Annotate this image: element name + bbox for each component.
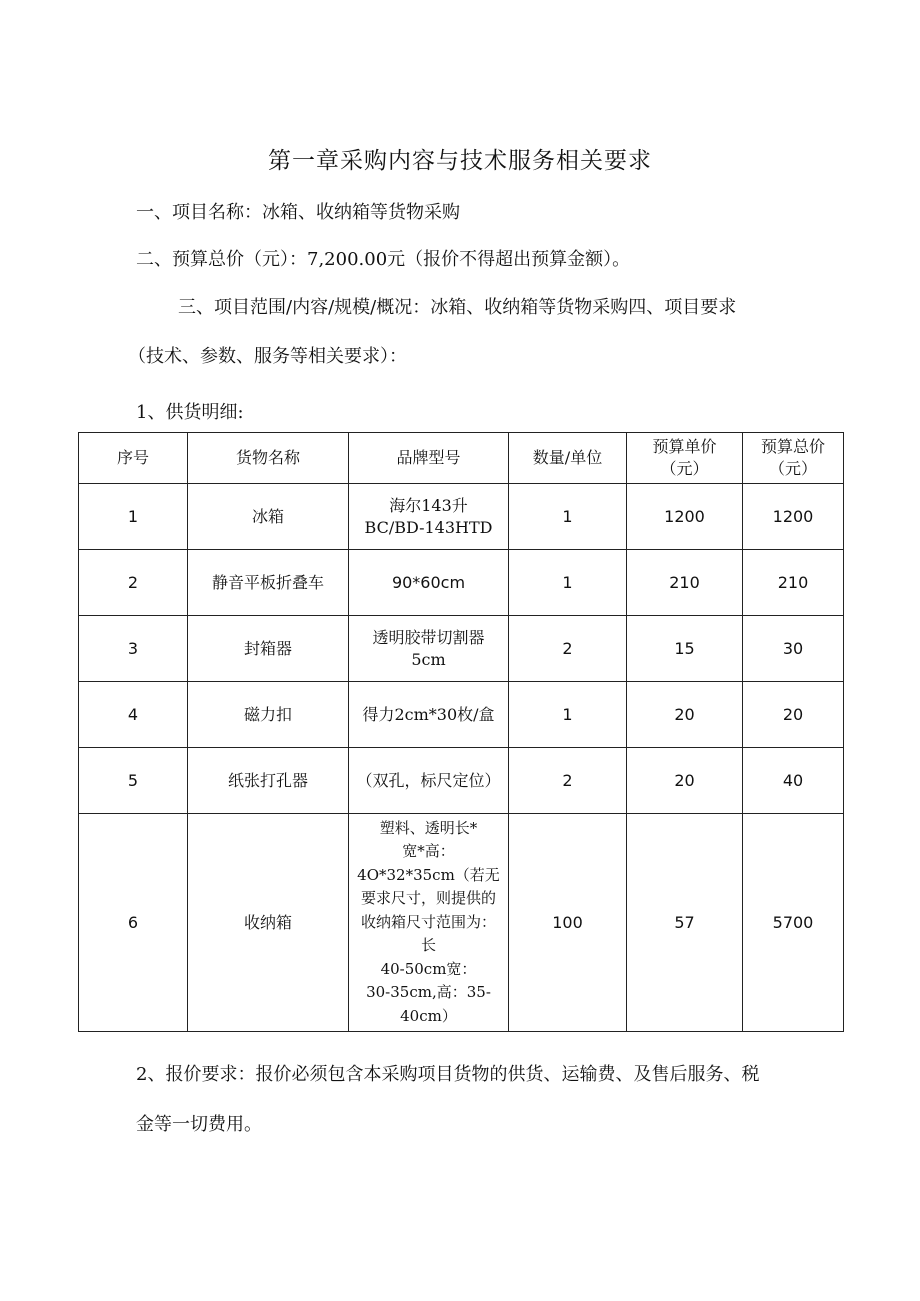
table-row [79, 682, 844, 748]
row-qty: 2 [509, 616, 627, 682]
row-unit-price: 20 [627, 682, 743, 748]
header-name: 货物名称 [188, 433, 349, 484]
table-row [79, 550, 844, 616]
header-total: 预算总价 （元） [743, 433, 844, 484]
row-no: 3 [79, 616, 188, 682]
table-row [79, 484, 844, 550]
row-total: 40 [743, 748, 844, 814]
header-unit-price: 预算单价 （元） [627, 433, 743, 484]
row-name: 冰箱 [188, 484, 349, 550]
row-qty: 2 [509, 748, 627, 814]
row-qty: 1 [509, 550, 627, 616]
table-row [79, 814, 844, 1032]
page-title: 第一章采购内容与技术服务相关要求 [268, 148, 652, 174]
row-unit-price: 1200 [627, 484, 743, 550]
scope-line-1: 三、项目范围/内容/规模/概况：冰箱、收纳箱等货物采购四、项目要求 [178, 297, 737, 318]
quote-requirement-line-2: 金等一切费用。 [136, 1114, 262, 1135]
row-name: 纸张打孔器 [188, 748, 349, 814]
row-no: 6 [79, 814, 188, 1032]
supply-table [78, 432, 844, 1032]
row-no: 2 [79, 550, 188, 616]
row-unit-price: 15 [627, 616, 743, 682]
quote-requirement-line-1: 2、报价要求：报价必须包含本采购项目货物的供货、运输费、及售后服务、税 [136, 1064, 760, 1085]
row-total: 1200 [743, 484, 844, 550]
row-name: 封箱器 [188, 616, 349, 682]
row-model: 得力2cm*30枚/盒 [349, 682, 509, 748]
row-name: 磁力扣 [188, 682, 349, 748]
row-qty: 1 [509, 682, 627, 748]
row-model: 透明胶带切割器 5cm [349, 616, 509, 682]
row-no: 4 [79, 682, 188, 748]
row-qty: 100 [509, 814, 627, 1032]
row-total: 30 [743, 616, 844, 682]
row-no: 5 [79, 748, 188, 814]
table-row [79, 748, 844, 814]
row-total: 210 [743, 550, 844, 616]
header-qty: 数量/单位 [509, 433, 627, 484]
supply-heading: 1、供货明细: [136, 402, 244, 423]
project-name-line: 一、项目名称：冰箱、收纳箱等货物采购 [136, 202, 460, 223]
row-unit-price: 57 [627, 814, 743, 1032]
row-unit-price: 210 [627, 550, 743, 616]
row-qty: 1 [509, 484, 627, 550]
budget-line: 二、预算总价（元）：7,200.00元（报价不得超出预算金额）。 [136, 249, 631, 270]
row-unit-price: 20 [627, 748, 743, 814]
table-row [79, 616, 844, 682]
row-total: 20 [743, 682, 844, 748]
scope-line-2: （技术、参数、服务等相关要求）： [128, 346, 407, 367]
row-name: 收纳箱 [188, 814, 349, 1032]
table-header-row [79, 433, 844, 484]
row-model: 塑料、透明长* 宽*高： 4O*32*35cm（若无 要求尺寸，则提供的 收纳箱尺寸范围为： 长 40-50cm宽： 30-35cm,高：35- 40cm） [349, 814, 509, 1032]
row-model: 90*60cm [349, 550, 509, 616]
row-name: 静音平板折叠车 [188, 550, 349, 616]
row-no: 1 [79, 484, 188, 550]
header-no: 序号 [79, 433, 188, 484]
row-total: 5700 [743, 814, 844, 1032]
row-model: 海尔143升 BC/BD-143HTD [349, 484, 509, 550]
header-model: 品牌型号 [349, 433, 509, 484]
row-model: （双孔，标尺定位） [349, 748, 509, 814]
